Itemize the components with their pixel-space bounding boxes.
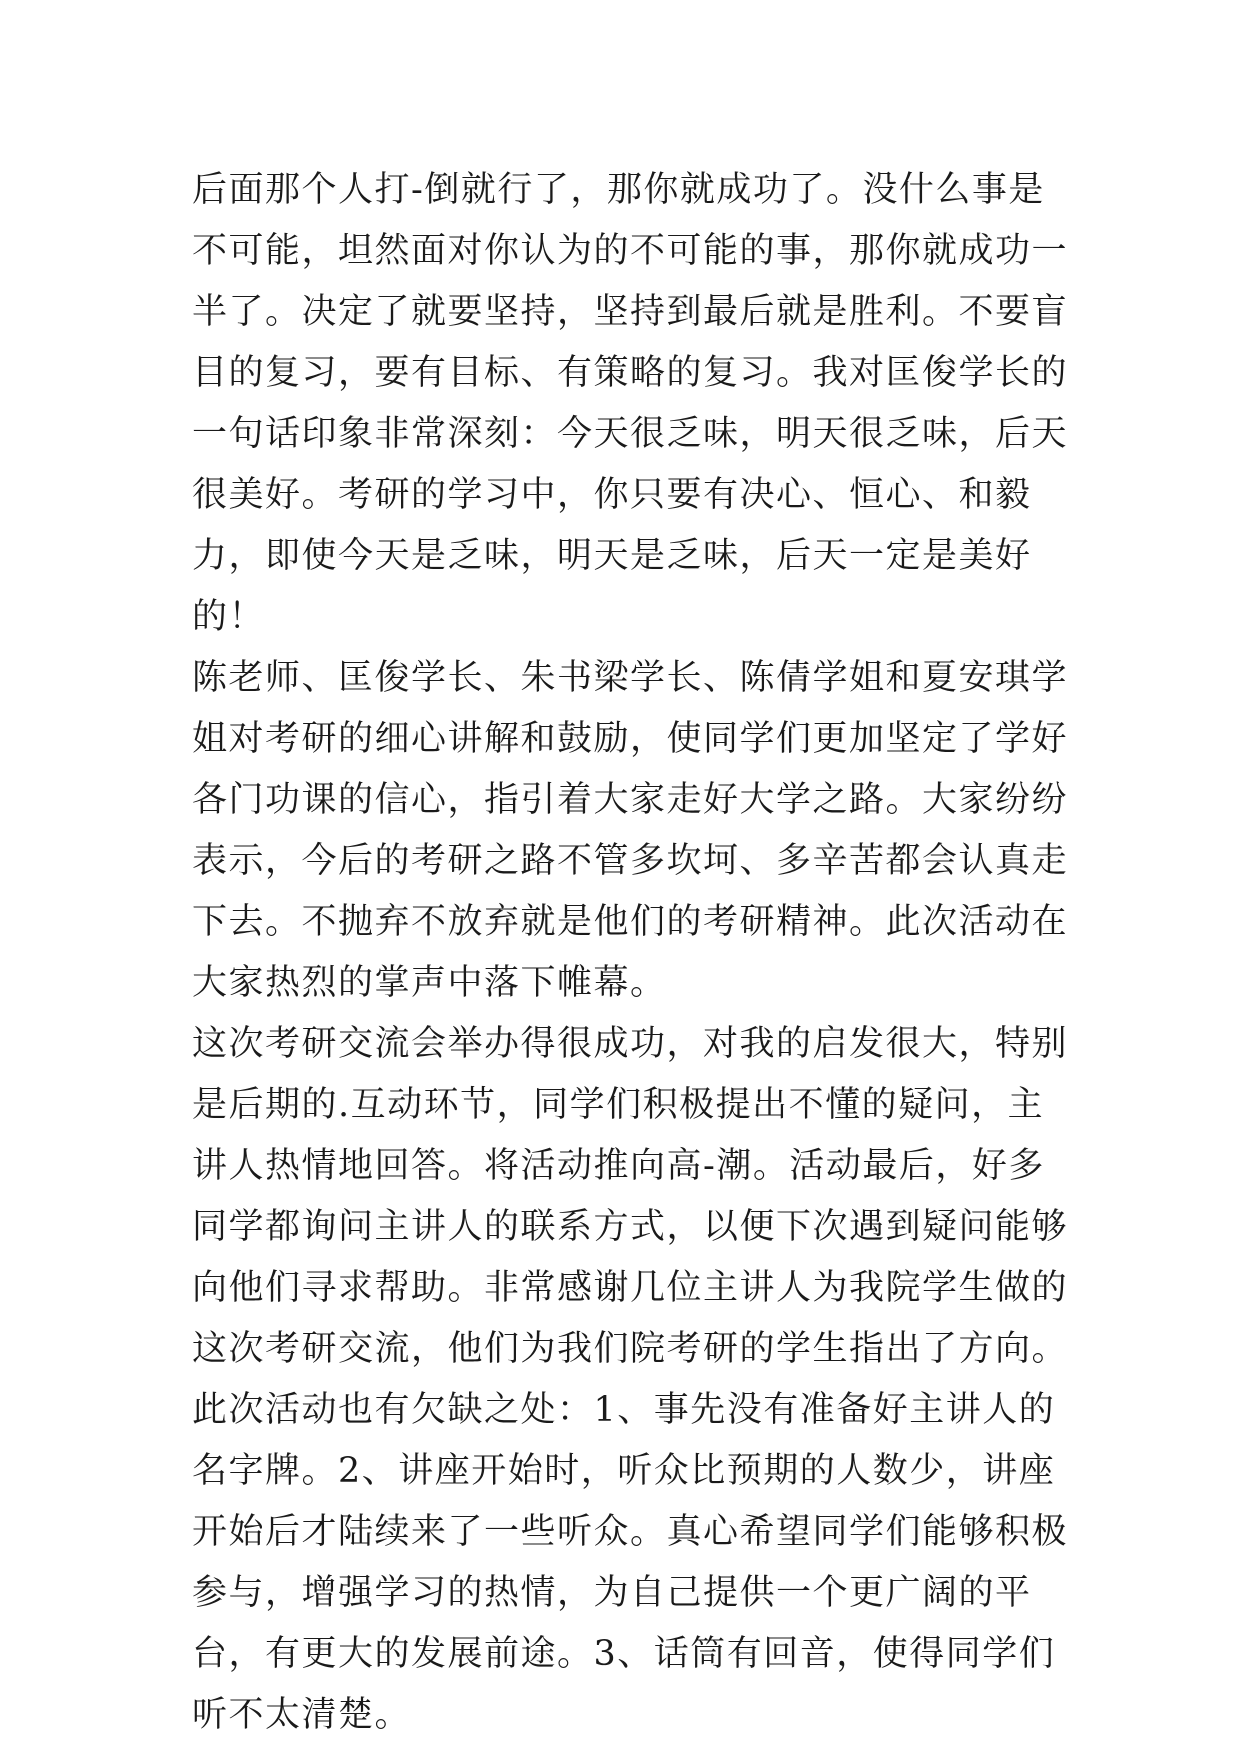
paragraph-1: 后面那个人打-倒就行了，那你就成功了。没什么事是不可能，坦然面对你认为的不可能的事，那你就成功一半了。决定了就要坚持，坚持到最后就是胜利。不要盲目的复习，要有目标、有策略的复习。我对匡俊学长的一句话印象非常深刻：今天很乏味，明天很乏味，后天很美好。考研的学习中，你只要有决心、恒心、和毅力，即使今天是乏味，明天是乏味，后天一定是美好的！ [192, 170, 1069, 637]
paragraph-3: 这次考研交流会举办得很成功，对我的启发很大，特别是后期的.互动环节，同学们积极提出不懂的疑问，主讲人热情地回答。将活动推向高-潮。活动最后，好多同学都询问主讲人的联系方式，以便下次遇到疑问能够向他们寻求帮助。非常感谢几位主讲人为我院学生做的这次考研交流，他们为我们院考研的学生指出了方向。此次活动也有欠缺之处：1、事先没有准备好主讲人的名字牌。2、讲座开始时，听众比预期的人数少，讲座开始后才陆续来了一些听众。真心希望同学们能够积极参与，增强学习的热情，为自己提供一个更广阔的平台，有更大的发展前途。3、话筒有回音，使得同学们听不太清楚。 [192, 1024, 1069, 1735]
paragraph-2: 陈老师、匡俊学长、朱书梁学长、陈倩学姐和夏安琪学姐对考研的细心讲解和鼓励，使同学们更加坚定了学好各门功课的信心，指引着大家走好大学之路。大家纷纷表示，今后的考研之路不管多坎坷、多辛苦都会认真走下去。不抛弃不放弃就是他们的考研精神。此次活动在大家热烈的掌声中落下帷幕。 [192, 658, 1069, 1003]
body-text [192, 160, 1072, 1746]
